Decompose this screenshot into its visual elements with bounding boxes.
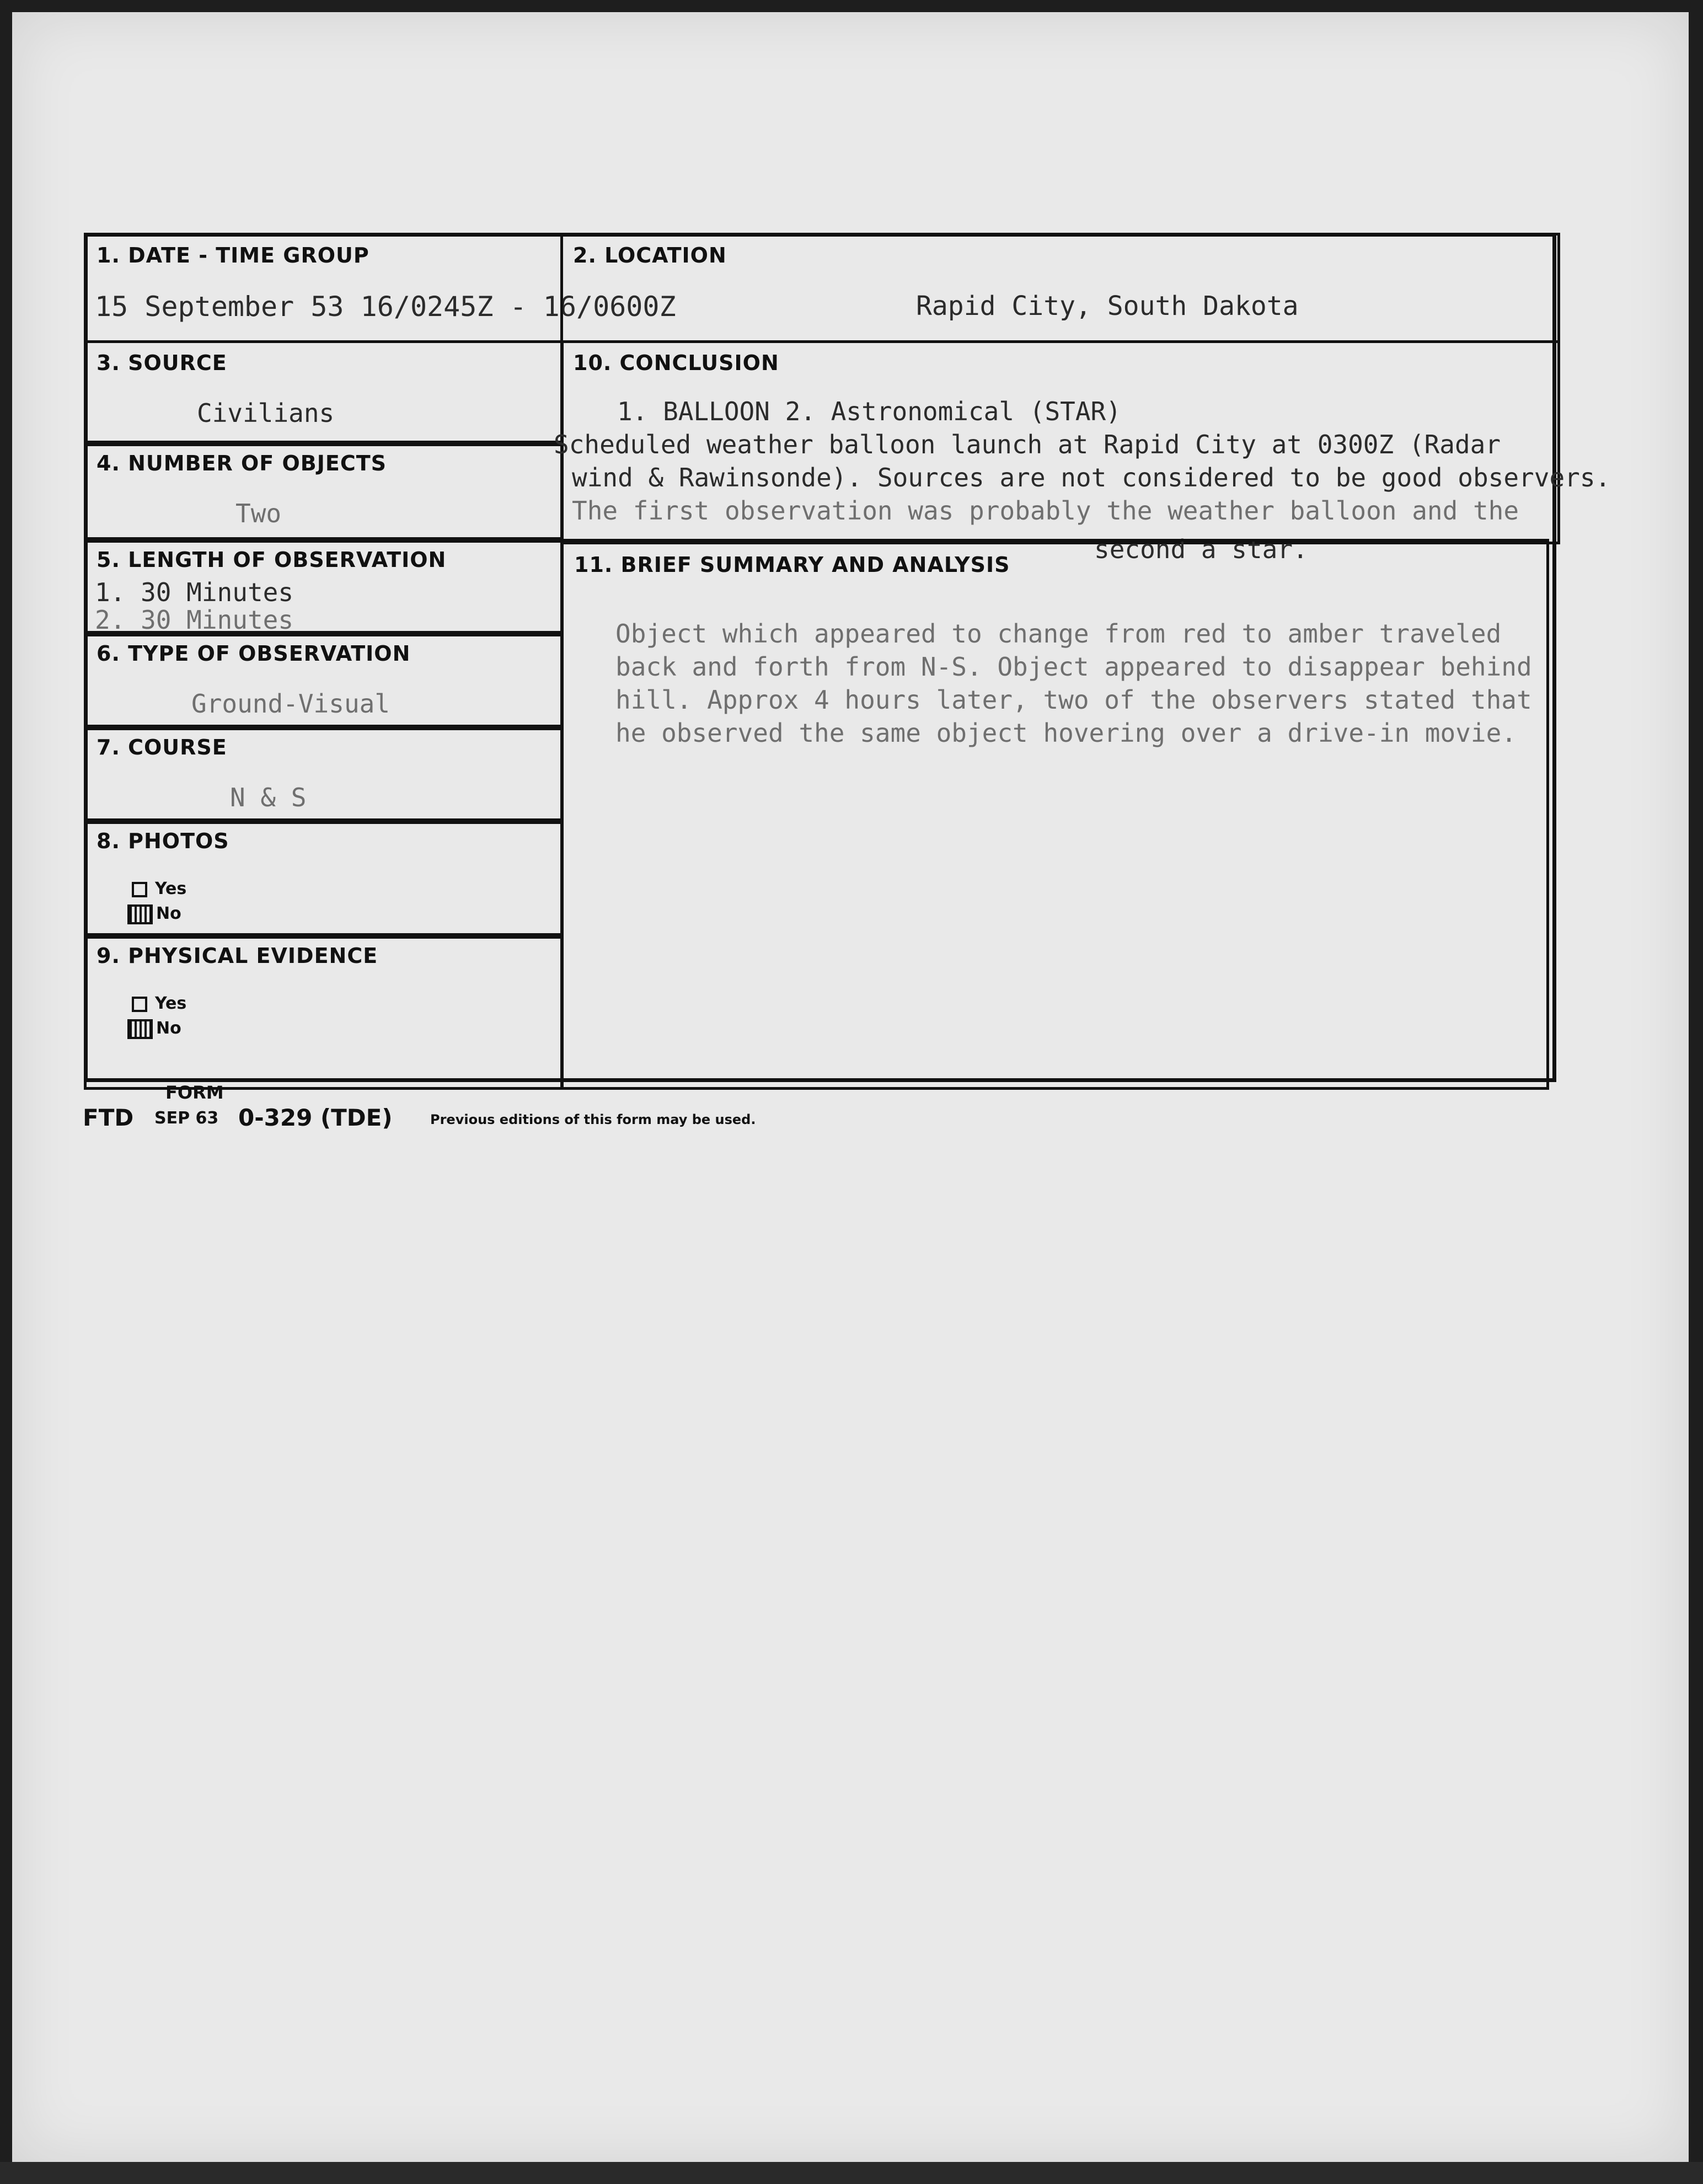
field-label: 2. LOCATION: [573, 243, 727, 267]
summary-line-3: hill. Approx 4 hours later, two of the observers stated that: [615, 685, 1532, 715]
field-label: 8. PHOTOS: [97, 829, 229, 853]
field-label: 6. TYPE OF OBSERVATION: [97, 641, 411, 666]
date-time-value: 15 September 53 16/0245Z - 16/0600Z: [95, 291, 676, 323]
field-length-of-observation: [84, 537, 564, 636]
checkbox-icon: [132, 997, 147, 1012]
length-line-1: 1. 30 Minutes: [95, 577, 294, 607]
field-type-of-observation: [84, 631, 564, 730]
summary-line-4: he observed the same object hovering over a drive-in movie.: [615, 718, 1517, 748]
evidence-yes-label: Yes: [155, 994, 187, 1013]
field-brief-summary: [560, 539, 1549, 1090]
conclusion-line-2: Scheduled weather balloon launch at Rapid City at 0300Z (Radar: [554, 430, 1501, 459]
length-line-2: 2. 30 Minutes: [95, 605, 294, 635]
evidence-yes-option: [132, 994, 186, 1013]
course-value: N & S: [230, 783, 307, 812]
form-word: FORM: [165, 1082, 224, 1103]
location-value: Rapid City, South Dakota: [916, 291, 1299, 322]
evidence-no-option: [127, 1019, 181, 1039]
field-label: 10. CONCLUSION: [573, 351, 779, 375]
photos-yes-label: Yes: [155, 879, 187, 898]
report-form: [84, 233, 1611, 1082]
field-photos: [84, 818, 564, 939]
photos-no-option: [127, 904, 181, 924]
field-label: 3. SOURCE: [97, 351, 227, 375]
field-label: 11. BRIEF SUMMARY AND ANALYSIS: [574, 553, 1010, 577]
field-label: 1. DATE - TIME GROUP: [97, 243, 369, 267]
document-page: [12, 12, 1689, 2163]
field-source: [84, 340, 564, 446]
summary-line-2: back and forth from N-S. Object appeared to disappear behind: [615, 652, 1532, 682]
conclusion-line-1: 1. BALLOON 2. Astronomical (STAR): [617, 397, 1121, 426]
evidence-no-label: No: [156, 1019, 181, 1038]
source-value: Civilians: [197, 398, 335, 428]
conclusion-line-4: The first observation was probably the weather balloon and the: [572, 496, 1519, 526]
field-physical-evidence: [84, 933, 564, 1090]
field-label: 5. LENGTH OF OBSERVATION: [97, 548, 447, 572]
form-ftd: FTD: [83, 1104, 134, 1131]
checked-box-icon: [127, 904, 153, 924]
field-number-of-objects: [84, 441, 564, 543]
field-course: [84, 725, 564, 824]
summary-line-1: Object which appeared to change from red to amber traveled: [615, 619, 1502, 649]
form-number: 0-329 (TDE): [238, 1104, 393, 1131]
type-of-observation-value: Ground-Visual: [191, 689, 390, 719]
conclusion-line-5: second a star.: [1094, 534, 1308, 564]
form-date: SEP 63: [154, 1109, 219, 1128]
conclusion-line-3: wind & Rawinsonde). Sources are not considered to be good observers.: [572, 463, 1611, 493]
checkbox-icon: [132, 882, 147, 897]
field-label: 7. COURSE: [97, 735, 227, 759]
field-label: 4. NUMBER OF OBJECTS: [97, 451, 387, 475]
form-footnote: Previous editions of this form may be used.: [430, 1112, 756, 1127]
field-label: 9. PHYSICAL EVIDENCE: [97, 944, 378, 968]
checked-box-icon: [127, 1019, 153, 1039]
number-of-objects-value: Two: [235, 499, 282, 528]
scan-edge: [0, 2162, 1703, 2184]
field-location: [560, 233, 1560, 343]
photos-yes-option: [132, 879, 186, 898]
photos-no-label: No: [156, 904, 181, 923]
